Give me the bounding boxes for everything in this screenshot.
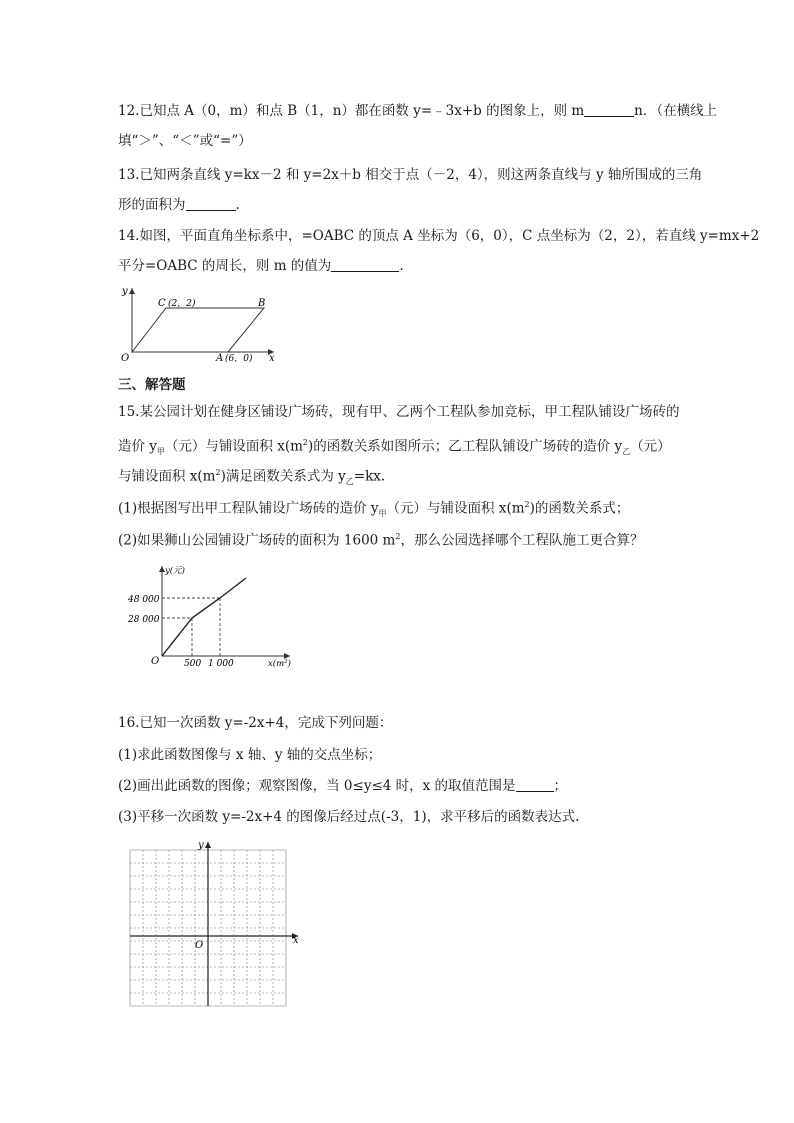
q16-y-arrow-icon <box>205 842 211 848</box>
q13-text-c: . <box>235 197 240 213</box>
q16-origin-label: O <box>195 940 204 951</box>
q16-sub-question-1 <box>118 745 688 765</box>
q16-sub-question-2 <box>118 776 688 796</box>
q16-text-a: 16.已知一次函数 y=-2x+4，完成下列问题： <box>118 715 393 731</box>
q16-y-label: y <box>198 840 204 851</box>
q15-text-g: )满足函数关系式为 y <box>220 468 346 485</box>
q16-sub-question-3 <box>118 807 688 827</box>
q14-x-label: x <box>269 353 275 362</box>
q14-y-arrow-icon <box>129 288 135 294</box>
q15-sub1-sup-2: 2 <box>524 500 530 509</box>
q14-text-b: 平分=OABC 的周长，则 m 的值为 <box>118 258 332 274</box>
q14-parallelogram-oabc <box>132 308 264 352</box>
q16-line-1 <box>118 713 688 733</box>
q15-y-tick-48000: 48 000 <box>128 595 160 605</box>
q15-text-a: 15.某公园计划在健身区铺设广场砖，现有甲、乙两个工程队参加竞标，甲工程队铺设广场砖的 <box>118 404 680 420</box>
q14-line-2 <box>118 256 688 276</box>
q15-sub-question-1 <box>118 495 688 519</box>
q15-x-axis-label: x(m²) <box>268 659 291 668</box>
q15-sub1-text-c: )的函数关系式； <box>529 500 630 517</box>
q15-sub2-text-a: (2)如果狮山公园铺设广场砖的面积为 1600 m <box>118 532 396 549</box>
q14-parallelogram-figure <box>116 282 281 362</box>
q15-text-h: =kx. <box>353 468 386 485</box>
q12-text-a: 12.已知点 A（0，m）和点 B（1，n）都在函数 y=﹣3x+b 的图象上，则 m <box>118 103 585 119</box>
q14-origin-label: O <box>121 353 130 362</box>
q15-line-2 <box>118 433 688 457</box>
section-heading: 三、解答题 <box>118 377 186 393</box>
q15-origin-label: O <box>151 656 160 667</box>
q14-answer-blank[interactable] <box>331 257 399 272</box>
q13-line-2 <box>118 195 688 215</box>
q15-sub1-text-b: （元）与铺设面积 x(m <box>386 500 525 517</box>
q15-x-tick-500: 500 <box>184 659 202 668</box>
q15-text-e: （元） <box>630 438 671 455</box>
q14-point-a-coord: (6，0) <box>225 354 253 362</box>
q13-text-b: 形的面积为 <box>118 197 186 213</box>
q14-point-c-label: C <box>158 298 166 309</box>
q15-text-d: )的函数关系如图所示；乙工程队铺设广场砖的造价 y <box>308 438 623 455</box>
q15-cost-graph <box>118 560 298 668</box>
q14-point-a-label: A <box>216 353 224 362</box>
q15-y-axis-label: y(元) <box>165 566 185 576</box>
q15-sub-jia: 甲 <box>156 447 165 457</box>
q15-cost-line <box>162 578 246 656</box>
q16-answer-blank[interactable] <box>516 777 554 792</box>
q15-sub-yi-b: 乙 <box>345 477 354 487</box>
q14-point-b-label: B <box>258 298 266 309</box>
q15-sup-2: 2 <box>302 438 308 447</box>
q15-sup-2b: 2 <box>215 468 221 477</box>
q15-sub2-sup-2: 2 <box>395 532 401 541</box>
q14-point-c-coord: (2，2) <box>168 299 196 309</box>
q15-sub-question-2 <box>118 527 688 547</box>
q16-sub3-text: (3)平移一次函数 y=-2x+4 的图像后经过点(-3，1)，求平移后的函数表达式. <box>118 809 580 825</box>
q15-text-c: （元）与铺设面积 x(m <box>164 438 303 455</box>
q14-text-a: 14.如图，平面直角坐标系中，=OABC 的顶点 A 坐标为（6，0），C 点坐标为（2，2），若直线 y=mx+2 <box>118 228 760 244</box>
q15-y-tick-28000: 28 000 <box>128 615 160 625</box>
q12-text-b: n．（在横线上 <box>634 103 718 119</box>
q12-line-1 <box>118 101 718 121</box>
q13-answer-blank[interactable] <box>186 196 236 211</box>
q16-sub2-text-b: ； <box>553 778 568 794</box>
q16-coordinate-grid <box>120 840 306 1012</box>
q16-sub1-text: (1)求此函数图像与 x 轴、y 轴的交点坐标； <box>118 747 382 763</box>
q14-line-1 <box>118 226 760 246</box>
q15-line-1 <box>118 402 688 422</box>
q13-line-1 <box>118 165 703 185</box>
q15-sub1-sub-jia: 甲 <box>378 509 387 519</box>
q12-text-c: 填“＞”、“＜”或“=”） <box>118 133 252 149</box>
q13-text-a: 13.已知两条直线 y=kx－2 和 y=2x＋b 相交于点（－2，4），则这两条直线与 y 轴所围成的三角 <box>118 167 703 183</box>
q15-text-b: 造价 y <box>118 438 157 455</box>
q12-line-2 <box>118 131 688 151</box>
q15-sub-yi: 乙 <box>622 447 631 457</box>
q14-text-c: . <box>399 258 404 274</box>
q15-line-3 <box>118 463 688 487</box>
q14-y-label: y <box>122 286 128 297</box>
q12-answer-blank[interactable] <box>584 102 634 117</box>
q15-sub1-text-a: (1)根据图写出甲工程队铺设广场砖的造价 y <box>118 500 379 517</box>
q16-x-label: x <box>293 935 299 946</box>
q15-sub2-text-b: ，那么公园选择哪个工程队施工更合算？ <box>400 532 644 549</box>
q15-text-f: 与铺设面积 x(m <box>118 468 216 485</box>
q16-sub2-text-a: (2)画出此函数的图像；观察图像，当 0≤y≤4 时，x 的取值范围是 <box>118 778 516 794</box>
q15-x-tick-1000: 1 000 <box>208 659 234 668</box>
